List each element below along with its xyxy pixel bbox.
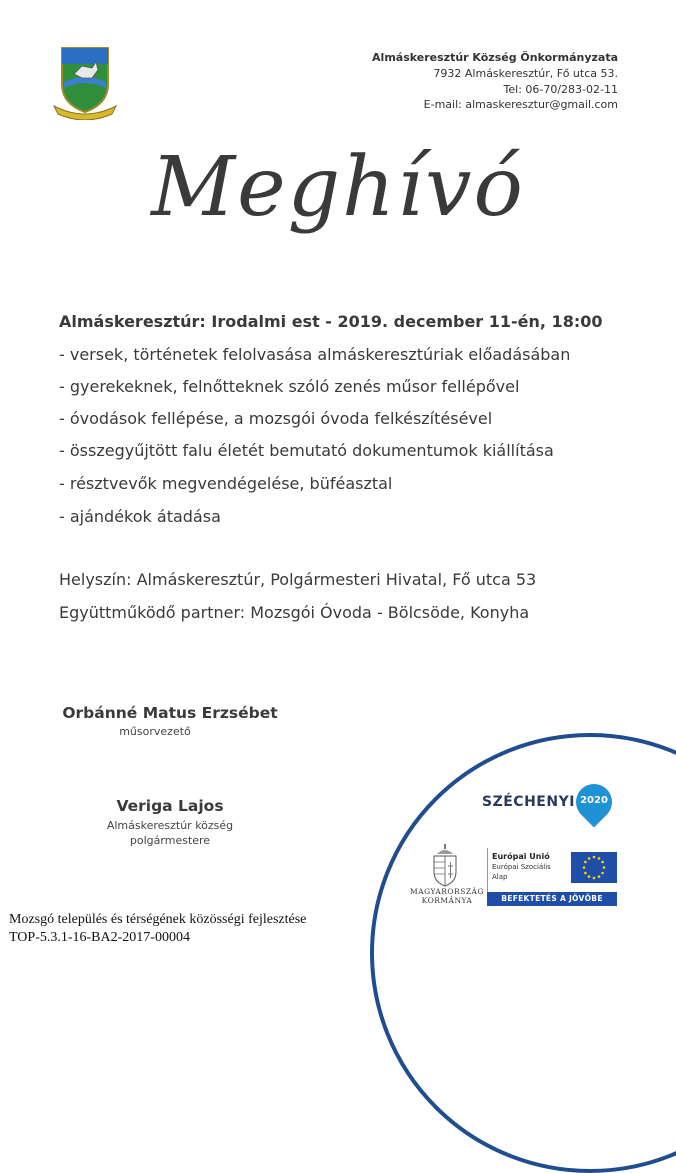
government-label-line: MAGYARORSZÁG	[410, 887, 484, 896]
partner-line: Együttműködő partner: Mozsgói Óvoda - Bölcsöde, Konyha	[59, 603, 530, 622]
government-label	[405, 887, 489, 905]
org-address: 7932 Almáskeresztúr, Fő utca 53.	[433, 67, 618, 80]
eu-fund-line: Európai Szociális	[492, 863, 551, 871]
signatory-role-line: polgármestere	[129, 834, 211, 847]
program-item: - gyerekeknek, felnőtteknek szóló zenés műsor fellépővel	[59, 377, 520, 396]
project-code: TOP-5.3.1-16-BA2-2017-00004	[9, 930, 190, 945]
venue-line: Helyszín: Almáskeresztúr, Polgármesteri Hivatal, Fő utca 53	[59, 570, 537, 589]
signatory-name-mayor: Veriga Lajos	[116, 797, 224, 815]
program-item: - versek, történetek felolvasása almáskeresztúriak előadásában	[59, 345, 571, 364]
hungary-coat-of-arms-icon	[428, 844, 462, 888]
government-label-line: KORMÁNYA	[421, 896, 473, 905]
eu-fund-line: Alap	[492, 873, 508, 881]
signatory-role-line: Almáskeresztúr község	[106, 819, 234, 832]
program-item: - résztvevők megvendégelése, büféasztal	[59, 474, 393, 493]
eu-slogan-bar: BEFEKTETÉS A JÖVŐBE	[487, 892, 617, 906]
page-title: Meghívó	[151, 140, 525, 235]
eu-flag-icon	[571, 852, 617, 883]
eu-title: Európai Unió	[492, 852, 550, 861]
village-coat-of-arms-icon	[52, 44, 118, 120]
signatory-name-host: Orbánné Matus Erzsébet	[62, 704, 278, 722]
szechenyi-logo-text: SZÉCHENYI	[482, 794, 575, 810]
program-item: - óvodások fellépése, a mozsgói óvoda felkészítésével	[59, 409, 493, 428]
event-heading: Almáskeresztúr: Irodalmi est - 2019. december 11-én, 18:00	[59, 312, 603, 331]
szechenyi-year: 2020	[580, 795, 608, 806]
signatory-role-mayor	[55, 818, 285, 848]
signatory-role-host: műsorvezető	[119, 725, 191, 738]
program-item: - összegyűjtött falu életét bemutató dokumentumok kiállítása	[59, 441, 554, 460]
program-item: - ajándékok átadása	[59, 507, 221, 526]
org-name: Almáskeresztúr Község Önkormányzata	[372, 51, 618, 64]
org-email: E-mail: almaskeresztur@gmail.com	[423, 98, 618, 111]
project-title: Mozsgó település és térségének közösségi fejlesztése	[9, 912, 307, 927]
org-phone: Tel: 06-70/283-02-11	[503, 83, 618, 96]
